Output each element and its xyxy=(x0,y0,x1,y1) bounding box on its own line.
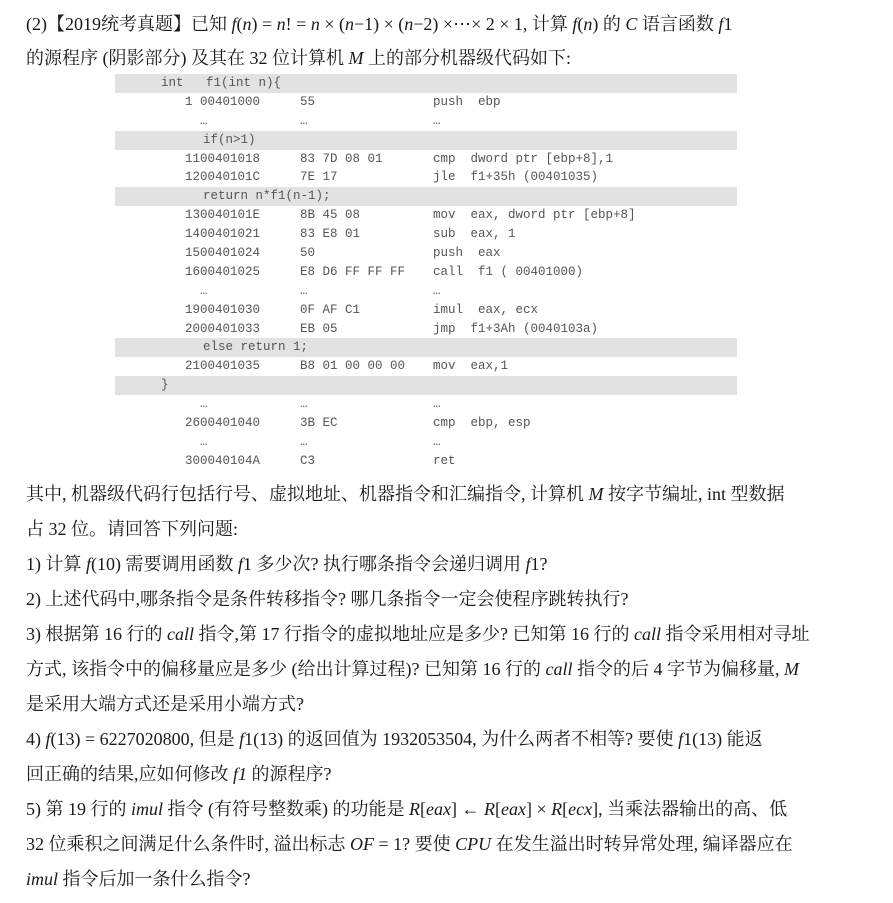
machine-instruction: C3 xyxy=(300,453,316,468)
math-symbol: M xyxy=(588,484,604,504)
text-run: −2) ×⋯× 2 × 1, 计算 xyxy=(413,14,573,34)
text-run: ] × xyxy=(525,799,552,819)
text-run: (10) 需要调用函数 xyxy=(91,554,239,574)
math-symbol: R xyxy=(409,799,421,819)
line-address: 2000401033 xyxy=(185,321,261,336)
line-address: 1 00401000 xyxy=(185,94,261,109)
math-symbol: f xyxy=(86,554,92,574)
machine-code-line xyxy=(115,452,737,471)
machine-instruction: … xyxy=(300,283,308,298)
math-symbol: f xyxy=(45,729,51,749)
line-address: 1900401030 xyxy=(185,302,261,317)
text-run: [ xyxy=(420,799,427,819)
machine-code-line xyxy=(115,395,737,414)
text-run: ) 的 xyxy=(592,14,626,34)
machine-code-line xyxy=(115,206,737,225)
machine-instruction: 7E 17 xyxy=(300,170,338,185)
assembly-instruction: … xyxy=(433,397,441,412)
text-run: ( xyxy=(577,14,584,34)
math-symbol: eax xyxy=(501,799,526,819)
machine-code-line xyxy=(115,433,737,452)
paragraph-line xyxy=(26,694,304,714)
assembly-instruction: cmp dword ptr [ebp+8],1 xyxy=(433,151,614,166)
text-run: 指令后加一条什么指令? xyxy=(58,869,251,889)
paragraph-line xyxy=(26,834,793,854)
math-symbol: call xyxy=(545,659,573,679)
machine-instruction: 83 E8 01 xyxy=(300,227,361,242)
paragraph-line xyxy=(26,484,785,504)
math-symbol: M xyxy=(348,48,364,68)
math-symbol: call xyxy=(634,624,661,644)
text-run: × ( xyxy=(319,14,345,34)
text-run: 1 xyxy=(723,14,733,34)
text-run: 4) xyxy=(26,729,46,749)
paragraph-line xyxy=(26,624,810,644)
math-symbol: imul xyxy=(131,799,164,819)
assembly-instruction: push eax xyxy=(433,246,501,261)
math-symbol: f1 xyxy=(233,764,248,784)
math-symbol: call xyxy=(167,624,194,644)
math-symbol: f xyxy=(718,14,724,34)
paragraph-line xyxy=(26,554,548,574)
source-line xyxy=(115,187,737,206)
machine-instruction: EB 05 xyxy=(300,321,338,336)
machine-instruction: B8 01 00 00 00 xyxy=(300,359,406,374)
text-run: 其中, 机器级代码行包括行号、虚拟地址、机器指令和汇编指令, 计算机 xyxy=(26,484,589,504)
assembly-instruction: ret xyxy=(433,453,456,468)
source-line xyxy=(115,74,737,93)
math-symbol: OF xyxy=(350,834,374,854)
math-symbol: R xyxy=(551,799,563,819)
machine-code-line xyxy=(115,282,737,301)
text-run: ! = xyxy=(285,14,311,34)
text-run: 是采用大端方式还是采用小端方式? xyxy=(26,694,304,714)
text-run: 1(13) 能返 xyxy=(683,729,763,749)
text-run: = 1? 要使 xyxy=(374,834,456,854)
paragraph-line xyxy=(26,519,238,539)
text-run: ] ← xyxy=(451,799,484,819)
paragraph-line xyxy=(26,799,787,819)
machine-instruction: 8B 45 08 xyxy=(300,208,361,223)
machine-code-line xyxy=(115,244,737,263)
text-run: −1) × ( xyxy=(353,14,405,34)
text-run: 上的部分机器级代码如下: xyxy=(363,48,571,68)
math-symbol: R xyxy=(484,799,495,819)
machine-code-line xyxy=(115,320,737,339)
math-symbol: ecx xyxy=(568,799,593,819)
math-symbol: n xyxy=(344,14,354,34)
machine-code-line xyxy=(115,112,737,131)
math-symbol: n xyxy=(310,14,320,34)
text-run: 1(13) 的返回值为 1932053504, 为什么两者不相等? 要使 xyxy=(244,729,679,749)
math-symbol: n xyxy=(276,14,286,34)
text-run: 的源程序? xyxy=(247,764,332,784)
source-code: else return 1; xyxy=(203,340,309,355)
line-address: … xyxy=(185,113,208,128)
math-symbol: f xyxy=(239,729,245,749)
machine-instruction: … xyxy=(300,113,308,128)
text-run: (2)【2019统考真题】已知 xyxy=(26,14,232,34)
assembly-instruction: imul eax, ecx xyxy=(433,302,539,317)
assembly-instruction: … xyxy=(433,283,441,298)
text-run: ) = xyxy=(251,14,277,34)
assembly-instruction: jmp f1+3Ah (0040103a) xyxy=(433,321,599,336)
source-code: int f1(int n){ xyxy=(161,76,282,90)
paragraph-line xyxy=(26,869,251,889)
machine-instruction: 83 7D 08 01 xyxy=(300,151,383,166)
machine-code-line xyxy=(115,301,737,320)
text-run: 指令 (有符号整数乘) 的功能是 xyxy=(163,799,410,819)
text-run: 在发生溢出时转异常处理, 编译器应在 xyxy=(491,834,793,854)
text-run: ], 当乘法器输出的高、低 xyxy=(592,799,788,819)
line-address: 1100401018 xyxy=(185,151,261,166)
math-symbol: C xyxy=(625,14,638,34)
text-run: 5) 第 19 行的 xyxy=(26,799,131,819)
text-run: 32 位乘积之间满足什么条件时, 溢出标志 xyxy=(26,834,350,854)
text-run: 2) 上述代码中,哪条指令是条件转移指令? 哪几条指令一定会使程序跳转执行? xyxy=(26,589,629,609)
machine-code-line xyxy=(115,225,737,244)
intro-line-1 xyxy=(26,14,732,34)
text-run: 1 多少次? 执行哪条指令会递归调用 xyxy=(243,554,526,574)
text-run: [ xyxy=(562,799,569,819)
line-address: 2100401035 xyxy=(185,359,261,374)
line-address: 120040101C xyxy=(185,170,261,185)
text-run: 1) 计算 xyxy=(26,554,86,574)
machine-instruction: 0F AF C1 xyxy=(300,302,361,317)
line-address: 130040101E xyxy=(185,208,261,223)
source-code: } xyxy=(161,378,169,393)
math-symbol: n xyxy=(404,14,414,34)
math-symbol: f xyxy=(238,554,244,574)
text-run: 的源程序 (阴影部分) 及其在 32 位计算机 xyxy=(26,48,349,68)
source-line xyxy=(115,376,737,395)
assembly-instruction: sub eax, 1 xyxy=(433,227,516,242)
assembly-instruction: mov eax,1 xyxy=(433,359,509,374)
math-symbol: f xyxy=(572,14,578,34)
assembly-instruction: push ebp xyxy=(433,94,501,109)
line-address: … xyxy=(185,283,208,298)
assembly-instruction: call f1 ( 00401000) xyxy=(433,264,584,279)
text-run: 指令的后 4 字节为偏移量, xyxy=(572,659,784,679)
line-address: 300040104A xyxy=(185,453,261,468)
machine-code-line xyxy=(115,414,737,433)
machine-instruction: E8 D6 FF FF FF xyxy=(300,264,406,279)
line-address: … xyxy=(185,397,208,412)
math-symbol: f xyxy=(678,729,684,749)
paragraph-line xyxy=(26,764,332,784)
machine-code-line xyxy=(115,150,737,169)
source-code: if(n>1) xyxy=(203,132,256,147)
machine-code-line xyxy=(115,263,737,282)
math-symbol: CPU xyxy=(455,834,492,854)
assembly-instruction: … xyxy=(433,434,441,449)
text-run: 占 32 位。请回答下列问题: xyxy=(26,519,238,539)
math-symbol: f xyxy=(525,554,531,574)
text-run: 语言函数 xyxy=(637,14,719,34)
machine-code-line xyxy=(115,93,737,112)
machine-instruction: … xyxy=(300,434,308,449)
math-symbol: imul xyxy=(26,869,59,889)
text-run: (13) = 6227020800, 但是 xyxy=(50,729,240,749)
line-address: 1600401025 xyxy=(185,264,261,279)
paragraph-line xyxy=(26,659,799,679)
math-symbol: n xyxy=(242,14,252,34)
machine-instruction: 55 xyxy=(300,94,316,109)
text-run: [ xyxy=(495,799,501,819)
math-symbol: M xyxy=(783,659,799,679)
machine-instruction: … xyxy=(300,397,308,412)
math-symbol: f xyxy=(231,14,237,34)
code-listing xyxy=(115,74,737,471)
line-address: … xyxy=(185,434,208,449)
machine-code-line xyxy=(115,357,737,376)
assembly-instruction: mov eax, dword ptr [ebp+8] xyxy=(433,208,636,223)
text-run: 3) 根据第 16 行的 xyxy=(26,624,167,644)
paragraph-line xyxy=(26,589,628,609)
text-run: ( xyxy=(236,14,243,34)
text-run: 方式, 该指令中的偏移量应是多少 (给出计算过程)? 已知第 16 行的 xyxy=(26,659,546,679)
line-address: 1400401021 xyxy=(185,227,261,242)
text-run: 按字节编址, int 型数据 xyxy=(603,484,785,504)
intro-line-2 xyxy=(26,48,571,68)
text-run: 指令采用相对寻址 xyxy=(661,624,810,644)
paragraph-line xyxy=(26,729,763,749)
text-run: 回正确的结果,应如何修改 xyxy=(26,764,233,784)
text-run: 指令,第 17 行指令的虚拟地址应是多少? 已知第 16 行的 xyxy=(194,624,634,644)
assembly-instruction: cmp ebp, esp xyxy=(433,416,531,431)
source-line xyxy=(115,131,737,150)
math-symbol: eax xyxy=(426,799,451,819)
source-line xyxy=(115,338,737,357)
machine-code-line xyxy=(115,168,737,187)
math-symbol: n xyxy=(583,14,593,34)
source-code: return n*f1(n-1); xyxy=(203,189,331,204)
assembly-instruction: … xyxy=(433,113,441,128)
machine-instruction: 3B EC xyxy=(300,416,338,431)
line-address: 2600401040 xyxy=(185,416,261,431)
line-address: 1500401024 xyxy=(185,246,261,261)
text-run: 1? xyxy=(530,554,548,574)
assembly-instruction: jle f1+35h (00401035) xyxy=(433,170,599,185)
machine-instruction: 50 xyxy=(300,246,316,261)
